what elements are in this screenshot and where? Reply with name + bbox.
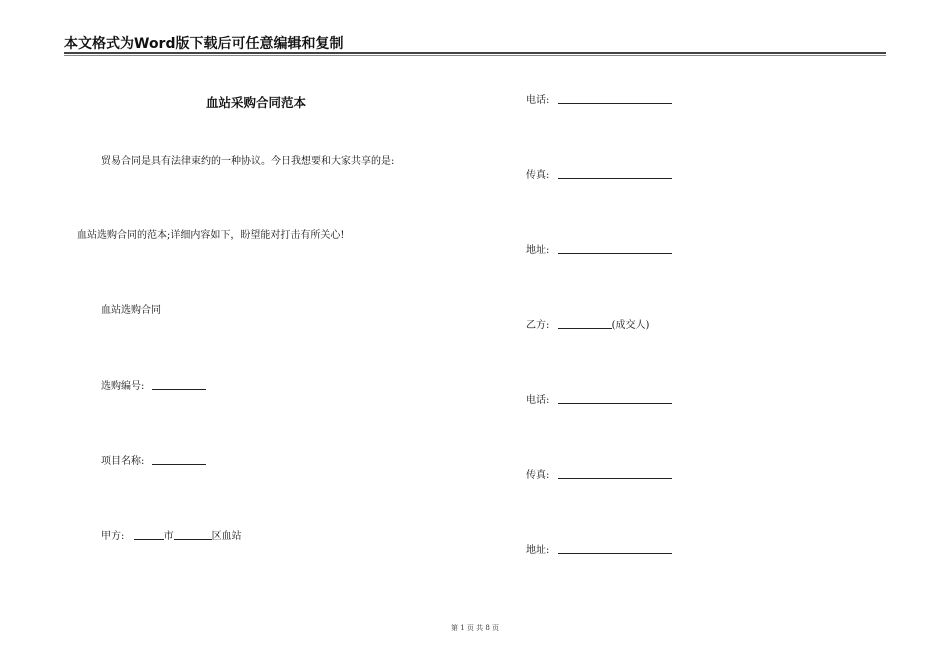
phone-row-2 xyxy=(526,393,672,408)
document-banner: 本文格式为Word版下载后可任意编辑和复制 xyxy=(64,36,344,52)
phone-row-1 xyxy=(526,93,672,108)
project-name-row xyxy=(101,454,206,469)
banner-divider-thin xyxy=(64,55,886,56)
address-blank-1 xyxy=(558,243,672,254)
party-a-label: 甲方: xyxy=(101,531,125,542)
phone-label-1: 电话: xyxy=(526,95,550,106)
party-a-district-label: 区血站 xyxy=(211,531,242,542)
phone-blank-1 xyxy=(558,93,672,104)
party-a-city-blank xyxy=(134,529,164,540)
party-b-blank xyxy=(558,318,612,329)
party-b-suffix: (成交人) xyxy=(611,320,650,331)
intro-paragraph-1: 贸易合同是具有法律束约的一种协议。今日我想要和大家共享的是: xyxy=(101,156,395,167)
project-name-blank xyxy=(152,454,206,465)
party-b-label: 乙方: xyxy=(526,320,550,331)
party-a-row xyxy=(101,529,242,544)
contract-heading: 血站选购合同 xyxy=(101,305,161,316)
fax-row-2 xyxy=(526,468,672,483)
address-row-1 xyxy=(526,243,672,258)
phone-blank-2 xyxy=(558,393,672,404)
page-title: 血站采购合同范本 xyxy=(206,95,307,110)
banner-divider xyxy=(64,52,886,54)
address-blank-2 xyxy=(558,543,672,554)
fax-row-1 xyxy=(526,168,672,183)
phone-label-2: 电话: xyxy=(526,395,550,406)
intro-paragraph-2: 血站选购合同的范本;详细内容如下，盼望能对打击有所关心! xyxy=(77,230,345,241)
purchase-number-label: 选购编号: xyxy=(101,381,145,392)
page-footer: 第 1 页 共 8 页 xyxy=(450,624,500,632)
party-b-row xyxy=(526,318,649,333)
party-a-district-blank xyxy=(174,529,212,540)
party-a-city-label: 市 xyxy=(163,531,174,542)
fax-blank-2 xyxy=(558,468,672,479)
address-label-1: 地址: xyxy=(526,245,550,256)
purchase-number-blank xyxy=(152,379,206,390)
fax-label-1: 传真: xyxy=(526,170,550,181)
project-name-label: 项目名称: xyxy=(101,456,145,467)
fax-blank-1 xyxy=(558,168,672,179)
purchase-number-row xyxy=(101,379,206,394)
fax-label-2: 传真: xyxy=(526,470,550,481)
address-label-2: 地址: xyxy=(526,545,550,556)
address-row-2 xyxy=(526,543,672,558)
